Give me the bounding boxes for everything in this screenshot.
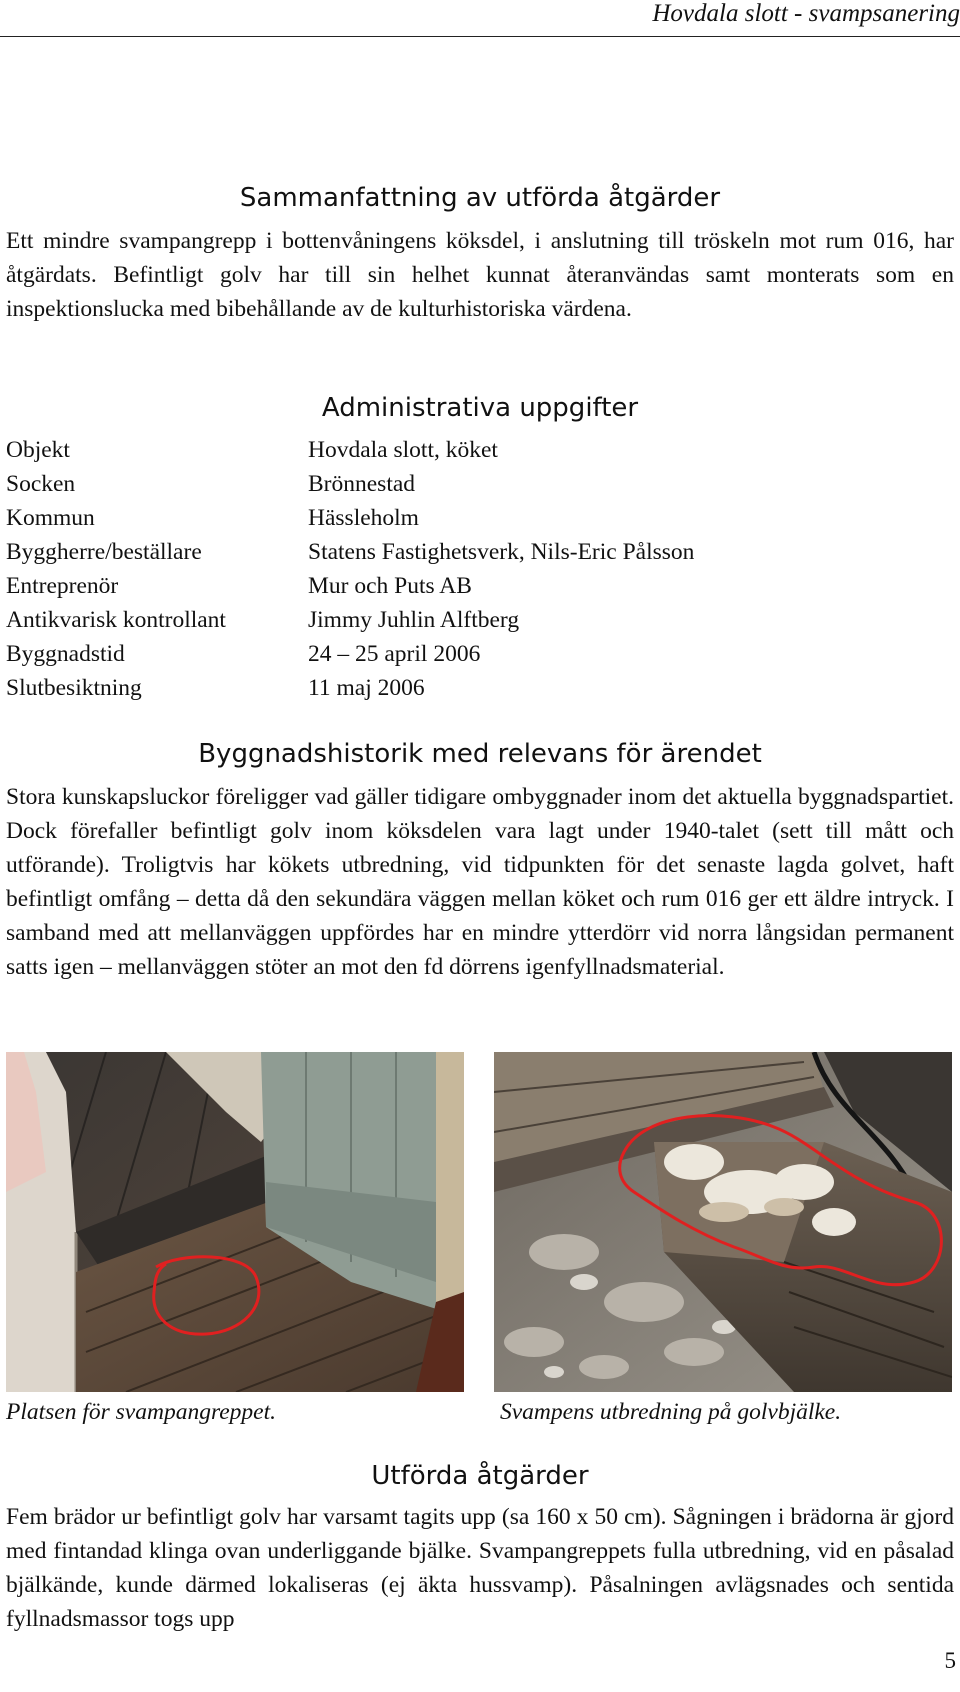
- admin-row-kommun: [6, 501, 946, 535]
- actions-heading: Utförda åtgärder: [371, 1461, 589, 1491]
- photo-joist-fungus: [494, 1052, 952, 1392]
- admin-label: Byggherre/beställare: [6, 539, 202, 565]
- admin-value: Hässleholm: [308, 505, 419, 531]
- running-title: Hovdala slott - svampsanering: [652, 0, 960, 27]
- admin-row-objekt: [6, 433, 946, 467]
- figure-caption-2: Svampens utbredning på golvbjälke.: [500, 1399, 842, 1425]
- summary-heading: Sammanfattning av utförda åtgärder: [239, 183, 721, 213]
- admin-row-socken: [6, 467, 946, 501]
- admin-value: 24 – 25 april 2006: [308, 641, 481, 667]
- photo-floor-threshold: [6, 1052, 464, 1392]
- admin-value: Brönnestad: [308, 471, 416, 497]
- admin-value: Mur och Puts AB: [308, 573, 472, 599]
- figure-caption-1: Platsen för svampangreppet.: [6, 1399, 276, 1425]
- admin-label: Socken: [6, 471, 76, 497]
- running-header: [0, 0, 960, 37]
- admin-label: Antikvarisk kontrollant: [6, 607, 226, 633]
- admin-value: 11 maj 2006: [308, 675, 425, 701]
- admin-row-kontrollant: [6, 603, 946, 637]
- actions-paragraph: Fem brädor ur befintligt golv har varsamt tagits upp (sa 160 x 50 cm). Sågningen i brädorna är gjord med fintandad klinga ovan underliggande bjälke. Svampangreppets fulla utbredning, vid en påsalad bjälkände, kunde därmed lokaliseras (ej äkta hussvamp). Påsalningen avlägsnades och sentida fyllnadsmassor togs upp: [6, 1504, 954, 1632]
- admin-label: Byggnadstid: [6, 641, 125, 667]
- admin-row-entreprenor: [6, 569, 946, 603]
- admin-row-slutbesiktning: [6, 671, 946, 705]
- admin-label: Objekt: [6, 437, 70, 463]
- admin-heading: Administrativa uppgifter: [321, 393, 639, 423]
- admin-label: Slutbesiktning: [6, 675, 142, 701]
- admin-row-byggherre: [6, 535, 946, 569]
- admin-label: Entreprenör: [6, 573, 119, 599]
- history-paragraph: Stora kunskapsluckor föreligger vad gäller tidigare ombyggnader inom det aktuella byggnadspartiet. Dock förefaller befintligt golv inom köksdelen vara lagt under 1940-talet (sett till mått och utförande). Troligtvis har kökets utbredning, vid tidpunkten för det senaste lagda golvet, haft befintligt omfång – detta då den sekundära väggen mellan köket och rum 016 ger ett äldre intryck. I samband med att mellanväggen uppfördes har en mindre ytterdörr vid norra långsidan permanent satts igen – mellanväggen stöter an mot den fd dörrens igenfyllnadsmaterial.: [6, 784, 954, 980]
- history-heading: Byggnadshistorik med relevans för ärendet: [198, 739, 762, 769]
- admin-row-byggnadstid: [6, 637, 946, 671]
- summary-paragraph: Ett mindre svampangrepp i bottenvåningens köksdel, i anslutning till tröskeln mot rum 016, har åtgärdats. Befintligt golv har till sin helhet kunnat återanvändas samt monterats som en inspektionslucka med bibehållande av de kulturhistoriska värdena.: [6, 228, 954, 322]
- admin-value: Jimmy Juhlin Alftberg: [308, 607, 520, 633]
- admin-value: Hovdala slott, köket: [308, 437, 498, 463]
- page-number: 5: [944, 1648, 956, 1673]
- admin-value: Statens Fastighetsverk, Nils-Eric Pålsson: [308, 539, 695, 565]
- admin-label: Kommun: [6, 505, 95, 531]
